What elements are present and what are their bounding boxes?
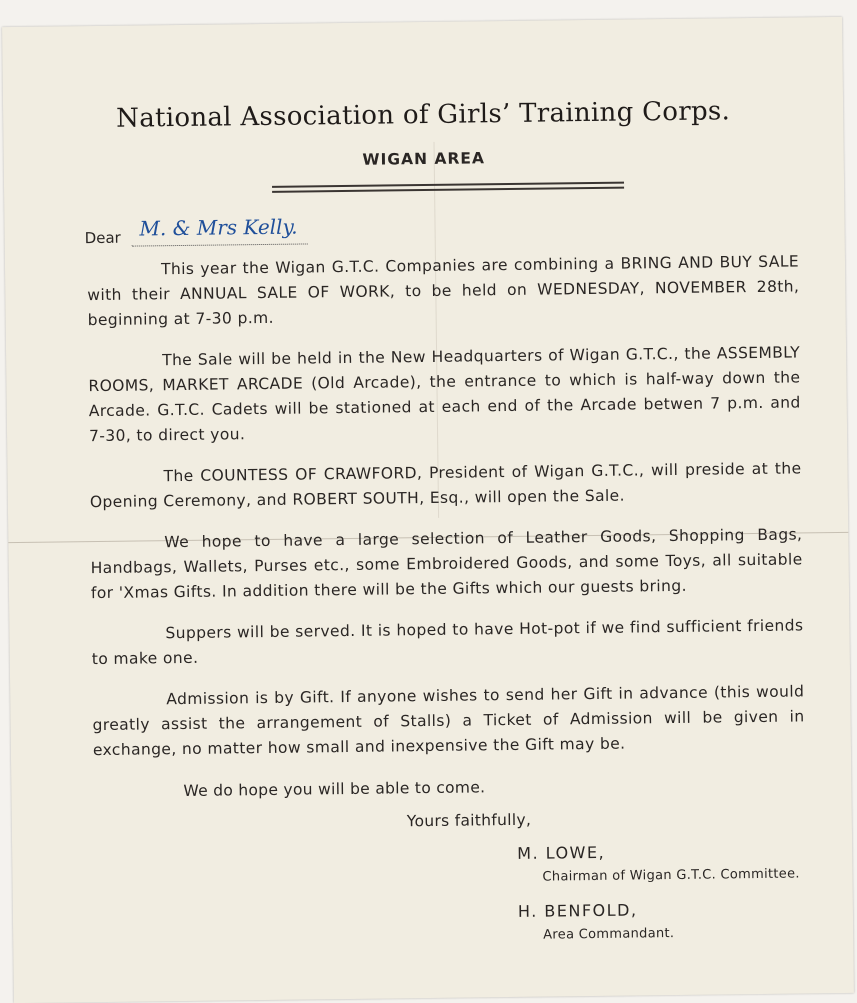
- signatory-name: H. BENFOLD,: [517, 900, 638, 921]
- paragraph-admission: Admission is by Gift. If anyone wishes to send her Gift in advance (this would greatly assist the arrangement of Stalls) a Ticket of Admission will be given in exchange, no matter how small and inexpensive the Gift may be.: [92, 682, 805, 760]
- paragraph-venue: The Sale will be held in the New Headquarters of Wigan G.T.C., the ASSEMBLY ROOMS, MARKET ARCADE (Old Arcade), the entrance to which is half-way down the Arcade. G.T.C. Cadets will be stationed at each end of the Arcade betwen 7 p.m. and 7-30, to direct you.: [88, 343, 801, 446]
- paragraph-suppers: Suppers will be served. It is hoped to have Hot-pot if we find sufficient friends to make one.: [91, 616, 804, 669]
- paragraph-sale-announcement: This year the Wigan G.T.C. Companies are combining a BRING AND BUY SALE with their ANNUAL SALE OF WORK, to be held on WEDNESDAY, NOVEMBER 28th, beginning at 7-30 p.m.: [87, 252, 800, 330]
- letterhead-subtitle: WIGAN AREA: [362, 149, 486, 169]
- paragraph-opening: The COUNTESS OF CRAWFORD, President of Wigan G.T.C., will preside at the Opening Ceremony, and ROBERT SOUTH, Esq., will open the Sale.: [89, 459, 802, 512]
- letter-sheet: [2, 17, 854, 1003]
- recipient-line: [131, 214, 307, 246]
- signatory-name: M. LOWE,: [517, 842, 606, 863]
- handwritten-recipient: M. & Mrs Kelly.: [139, 214, 298, 241]
- letter-body: [87, 249, 805, 779]
- closing-hope: We do hope you will be able to come.: [183, 778, 486, 801]
- salutation-dear: Dear: [84, 228, 121, 248]
- header-rule-bottom: [272, 187, 624, 193]
- paragraph-goods: We hope to have a large selection of Leather Goods, Shopping Bags, Handbags, Wallets, Purses etc., some Embroidered Goods, and some Toys, all suitable for 'Xmas Gifts. In addition there will be the Gifts which our guests bring.: [90, 525, 803, 603]
- closing-signoff: Yours faithfully,: [406, 810, 532, 831]
- letterhead-title: National Association of Girls’ Training Corps.: [116, 96, 731, 134]
- signatory-title: Chairman of Wigan G.T.C. Committee.: [542, 866, 800, 885]
- signatory-title: Area Commandant.: [543, 926, 675, 943]
- salutation: [84, 214, 308, 248]
